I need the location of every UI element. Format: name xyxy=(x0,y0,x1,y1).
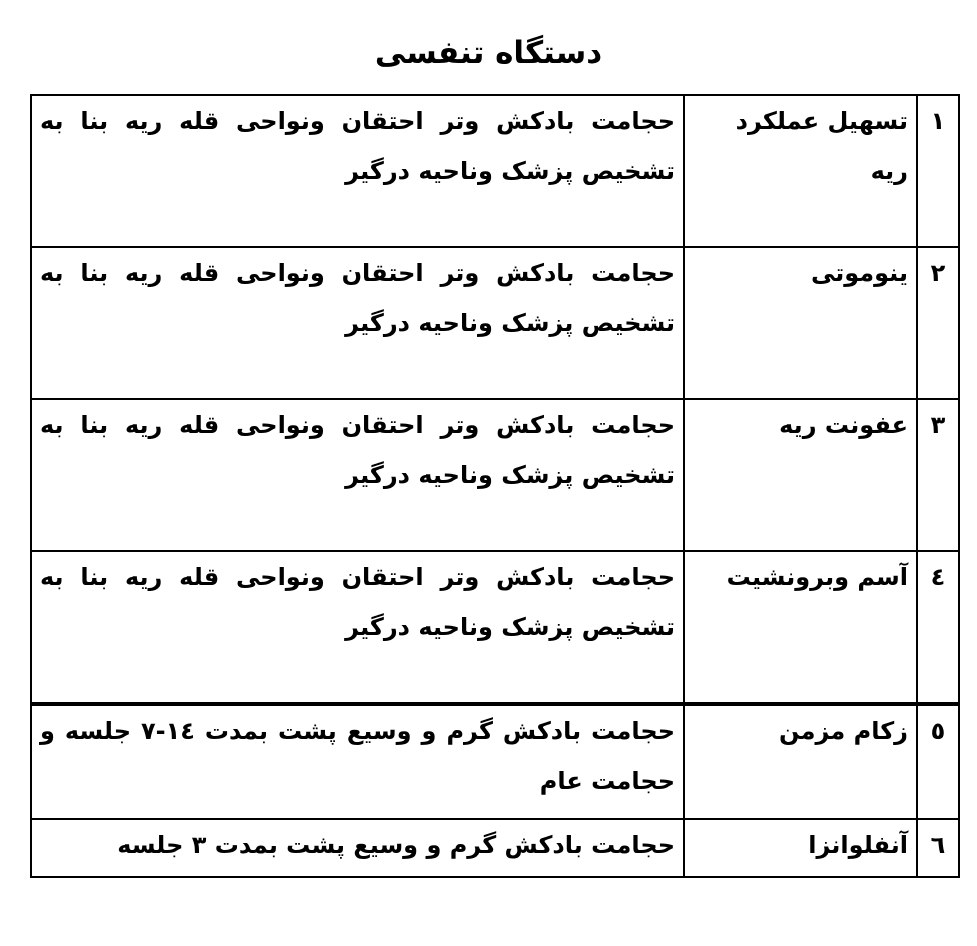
condition-cell: تسهیل عملکرد ریه xyxy=(684,95,917,247)
treatment-cell: حجامت بادکش وتر احتقان ونواحی قله ریه بنا به تشخیص پزشک وناحیه درگیر xyxy=(31,399,684,551)
table-row xyxy=(31,551,959,704)
table-row xyxy=(31,704,959,819)
row-number: ۱ xyxy=(917,95,959,247)
respiratory-treatment-table xyxy=(30,94,960,878)
row-number: ۳ xyxy=(917,399,959,551)
table-row xyxy=(31,247,959,399)
row-number: ۲ xyxy=(917,247,959,399)
treatment-cell: حجامت بادکش گرم و وسیع پشت بمدت ١٤-٧ جلسه و حجامت عام xyxy=(31,704,684,819)
row-number: ٥ xyxy=(917,704,959,819)
treatment-cell: حجامت بادکش وتر احتقان ونواحی قله ریه بنا به تشخیص پزشک وناحیه درگیر xyxy=(31,95,684,247)
condition-cell: زکام مزمن xyxy=(684,704,917,819)
table-row xyxy=(31,819,959,877)
condition-cell: ینوموتی xyxy=(684,247,917,399)
row-number: ٦ xyxy=(917,819,959,877)
row-number: ٤ xyxy=(917,551,959,704)
treatment-cell: حجامت بادکش وتر احتقان ونواحی قله ریه بنا به تشخیص پزشک وناحیه درگیر xyxy=(31,247,684,399)
table-row xyxy=(31,399,959,551)
condition-cell: آنفلوانزا xyxy=(684,819,917,877)
treatment-cell: حجامت بادکش گرم و وسیع پشت بمدت ۳ جلسه xyxy=(31,819,684,877)
table-row xyxy=(31,95,959,247)
treatment-cell: حجامت بادکش وتر احتقان ونواحی قله ریه بنا به تشخیص پزشک وناحیه درگیر xyxy=(31,551,684,704)
condition-cell: عفونت ریه xyxy=(684,399,917,551)
page-title: دستگاه تنفسی xyxy=(374,35,603,71)
condition-cell: آسم وبرونشیت xyxy=(684,551,917,704)
